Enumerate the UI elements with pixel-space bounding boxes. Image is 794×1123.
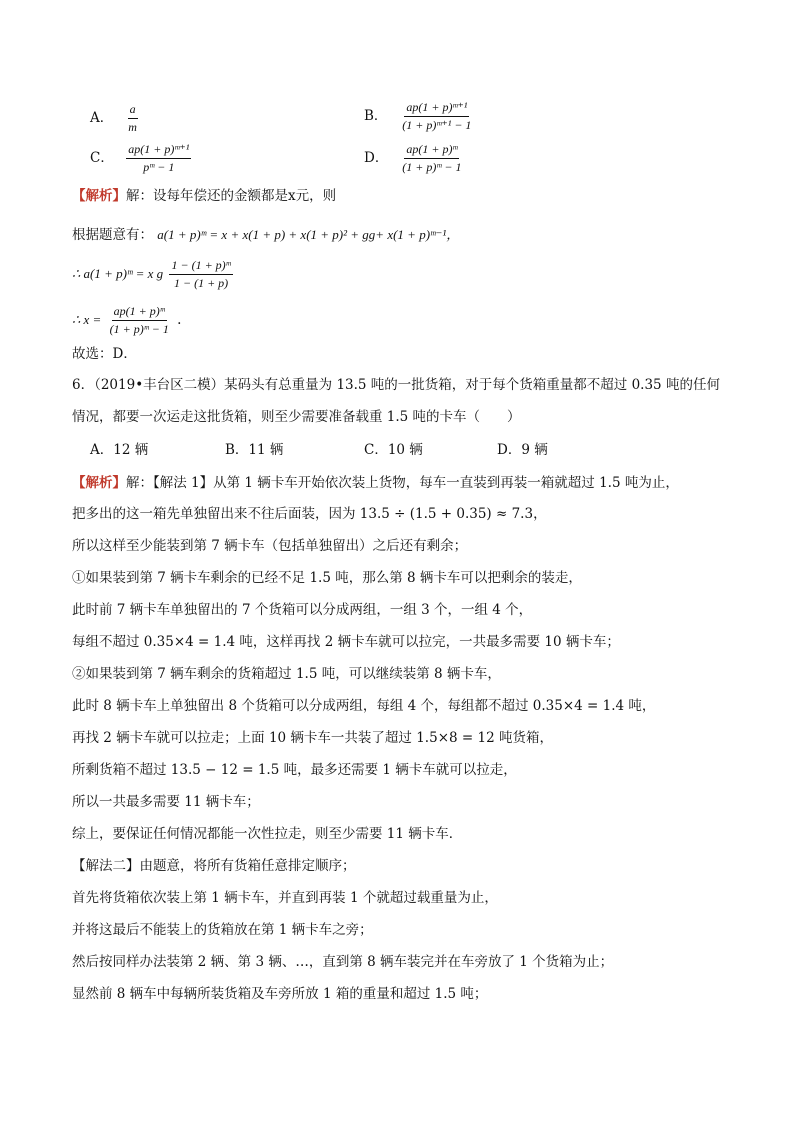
q5-equation-3-fraction bbox=[108, 304, 171, 337]
q6-solution-line-12: 综上，要保证任何情况都能一次性拉走，则至少需要 11 辆卡车． bbox=[72, 826, 463, 842]
q5-option-b-label: B． bbox=[364, 108, 388, 124]
q6-solution-line-7: ②如果装到第 7 辆车剩余的货箱超过 1.5 吨，可以继续装第 8 辆卡车， bbox=[72, 666, 501, 682]
q6-solution-line-1-text: 解：【解法 1】从第 1 辆卡车开始依次装上货物，每车一直装到再装一箱就超过 1.5 吨为止， bbox=[126, 475, 679, 491]
q6-option-d: D．9 辆 bbox=[497, 442, 548, 458]
q5-equation-1 bbox=[72, 225, 459, 245]
q6-solution-line-15: 并将这最后不能装上的货箱放在第 1 辆卡车之旁； bbox=[72, 922, 373, 938]
q5-option-a-fraction bbox=[126, 102, 139, 135]
q5-equation-3-den: (1 + p)ᵐ − 1 bbox=[109, 322, 169, 336]
q6-solution-line-6: 每组不超过 0.35×4 = 1.4 吨，这样再找 2 辆卡车就可以拉完，一共最多需要 10 辆卡车； bbox=[72, 634, 620, 650]
q6-option-c: C．10 辆 bbox=[364, 442, 423, 458]
q5-option-c-fraction bbox=[126, 142, 191, 175]
q6-solution-line-11: 所以一共最多需要 11 辆卡车； bbox=[72, 794, 260, 810]
q6-solution-line-3: 所以这样至少能装到第 7 辆卡车（包括单独留出）之后还有剩余； bbox=[72, 538, 468, 554]
q5-equation-3 bbox=[72, 304, 181, 337]
q5-option-b-num: ap(1 + p)ᵐ⁺¹ bbox=[404, 100, 469, 117]
q6-solution-line-17: 显然前 8 辆车中每辆所装货箱及车旁所放 1 箱的重量和超过 1.5 吨； bbox=[72, 986, 488, 1002]
q6-solution-line-9: 再找 2 辆卡车就可以拉走；上面 10 辆卡车一共装了超过 1.5×8 = 12 吨货箱， bbox=[72, 730, 553, 746]
q5-option-c bbox=[90, 142, 193, 175]
q5-solution-intro bbox=[72, 186, 336, 206]
q5-equation-1-prefix: 根据题意有： bbox=[72, 227, 153, 243]
q5-option-d-num: ap(1 + p)ᵐ bbox=[404, 142, 459, 159]
q6-solution-line-8: 此时 8 辆卡车上单独留出 8 个货箱可以分成两组，每组 4 个，每组都不超过 0.35×4 = 1.4 吨， bbox=[72, 698, 656, 714]
q5-option-d-label: D． bbox=[364, 150, 389, 166]
q5-option-c-label: C． bbox=[90, 150, 114, 166]
q5-option-a-label: A． bbox=[90, 110, 114, 126]
q6-option-a: A．12 辆 bbox=[90, 442, 149, 458]
q6-solution-line-13: 【解法二】由题意，将所有货箱任意排定顺序； bbox=[72, 858, 356, 874]
q5-option-a-den: m bbox=[128, 120, 137, 134]
q5-equation-2-num: 1 − (1 + p)ᵐ bbox=[169, 258, 232, 275]
q5-option-b bbox=[364, 100, 475, 133]
q5-equation-2-lhs: ∴ a(1 + p)ᵐ = x g bbox=[72, 266, 164, 281]
q5-answer: 故选：D． bbox=[72, 346, 137, 362]
q5-option-b-den: (1 + p)ᵐ⁺¹ − 1 bbox=[402, 118, 472, 132]
q5-option-a-num: a bbox=[128, 102, 138, 119]
q6-solution-line-4: ①如果装到第 7 辆卡车剩余的已经不足 1.5 吨，那么第 8 辆卡车可以把剩余的装走， bbox=[72, 570, 582, 586]
q6-option-b: B．11 辆 bbox=[225, 442, 284, 458]
q5-equation-1-expr: a(1 + p)ᵐ = x + x(1 + p) + x(1 + p)² + gg+ x(1 + p)ᵐ⁻¹， bbox=[157, 227, 460, 242]
q5-option-c-num: ap(1 + p)ᵐ⁺¹ bbox=[126, 142, 191, 159]
q6-stem-line-2: 情况，都要一次运走这批货箱，则至少需要准备载重 1.5 吨的卡车（ ） bbox=[72, 409, 521, 425]
q5-option-c-den: pᵐ − 1 bbox=[143, 160, 175, 174]
q5-equation-3-num: ap(1 + p)ᵐ bbox=[112, 304, 167, 321]
q5-solution-intro-text: 解：设每年偿还的金额都是x元，则 bbox=[126, 188, 337, 204]
q5-option-d bbox=[364, 142, 466, 175]
q5-option-a bbox=[90, 102, 141, 135]
q5-solution-tag: 【解析】 bbox=[72, 188, 126, 204]
q5-equation-2-fraction bbox=[169, 258, 232, 291]
q6-solution-line-14: 首先将货箱依次装上第 1 辆卡车，并直到再装 1 个就超过载重量为止， bbox=[72, 890, 498, 906]
q5-equation-3-lhs: ∴ x = bbox=[72, 312, 102, 327]
q6-solution-line-2: 把多出的这一箱先单独留出来不往后面装，因为 13.5 ÷ (1.5 + 0.35) ≈ 7.3， bbox=[72, 506, 547, 522]
q5-equation-3-end: . bbox=[177, 312, 182, 328]
q5-equation-2-den: 1 − (1 + p) bbox=[173, 276, 229, 290]
q6-solution-line-1 bbox=[72, 473, 679, 493]
q6-solution-line-16: 然后按同样办法装第 2 辆、第 3 辆、…，直到第 8 辆车装完并在车旁放了 1 个货箱为止； bbox=[72, 954, 614, 970]
q5-option-b-fraction bbox=[400, 100, 473, 133]
q6-solution-line-10: 所剩货箱不超过 13.5 − 12 = 1.5 吨，最多还需要 1 辆卡车就可以拉走， bbox=[72, 762, 517, 778]
q6-solution-tag: 【解析】 bbox=[72, 475, 126, 491]
q5-equation-2 bbox=[72, 258, 235, 291]
q5-option-d-den: (1 + p)ᵐ − 1 bbox=[402, 160, 462, 174]
q5-option-d-fraction bbox=[400, 142, 463, 175]
q6-solution-line-5: 此时前 7 辆卡车单独留出的 7 个货箱可以分成两组，一组 3 个，一组 4 个， bbox=[72, 602, 533, 618]
q6-stem-line-1: 6．（2019•丰台区二模）某码头有总重量为 13.5 吨的一批货箱，对于每个货箱重量都不超过 0.35 吨的任何 bbox=[72, 377, 720, 393]
